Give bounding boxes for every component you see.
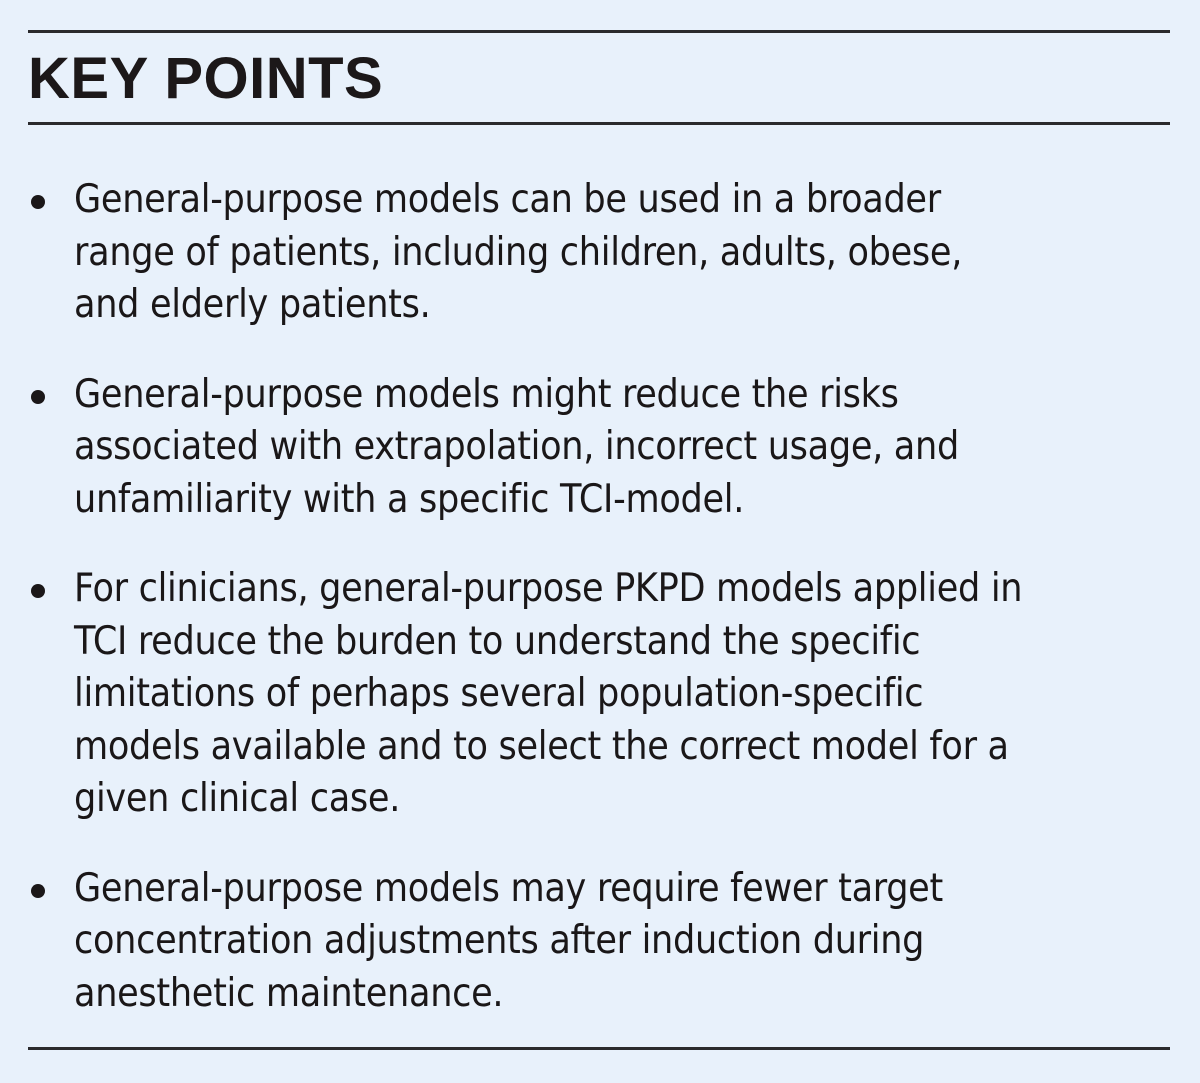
heading-underline-rule [28, 122, 1170, 125]
bullet-icon [31, 195, 45, 209]
point-text-line: General-purpose models might reduce the risks [74, 371, 899, 417]
point-text-line: and elderly patients. [74, 282, 431, 327]
point-text-line: limitations of perhaps several population-specific [74, 671, 924, 716]
point-text-line: range of patients, including children, adults, obese, [74, 229, 963, 275]
point-text-line: anesthetic maintenance. [74, 970, 504, 1016]
bullet-icon [31, 884, 45, 898]
point-text-line: associated with extrapolation, incorrect usage, and [74, 424, 959, 469]
point-text-line: unfamiliarity with a specific TCI-model. [74, 476, 745, 522]
key-point-item [0, 863, 1200, 1021]
bullet-icon [31, 584, 45, 598]
point-text-line: concentration adjustments after induction during [74, 918, 925, 963]
point-text-line: given clinical case. [74, 776, 401, 821]
point-text-line: General-purpose models may require fewer target [74, 865, 943, 911]
point-text-line: For clinicians, general-purpose PKPD models applied in [74, 566, 1023, 611]
bottom-rule [28, 1047, 1170, 1050]
key-point-item [0, 369, 1200, 527]
key-points-heading: KEY POINTS [28, 46, 384, 111]
point-text-line: models available and to select the correct model for a [74, 723, 1009, 769]
bullet-icon [31, 390, 45, 404]
point-text-line: General-purpose models can be used in a broader [74, 177, 941, 222]
key-point-item [0, 563, 1200, 826]
point-text-line: TCI reduce the burden to understand the specific [74, 618, 921, 664]
key-point-item [0, 174, 1200, 332]
key-points-list [0, 174, 1200, 1057]
top-rule [28, 30, 1170, 33]
